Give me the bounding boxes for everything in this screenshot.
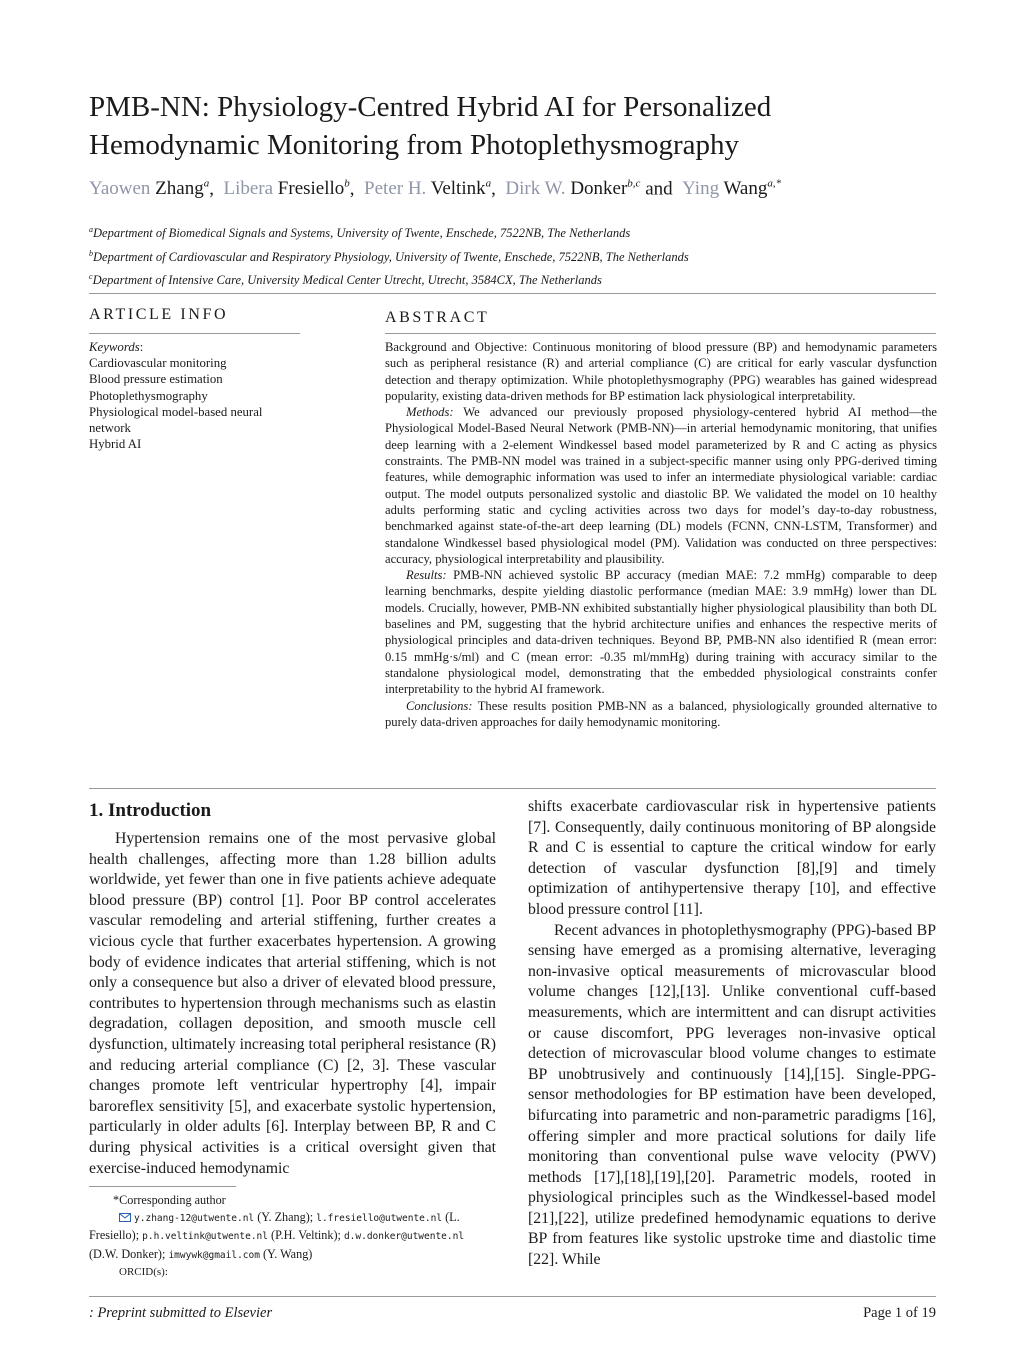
author-list: Yaowen Zhang$^a$, Libera Fresiello$^b$, Peter H. Veltink$^a$, Dirk W. Donker$^{b,c}$ and Ying Wang$^{a,*}$ [89, 178, 782, 200]
paragraph: Hypertension remains one of the most pervasive global health challenges, affecting more than 1.28 billion adults worldwide, yet fewer than one in five patients achieve adequate blood pressure (BP) control [1]. Poor BP control accelerates vascular remodeling and arterial stiffening, further creates a vicious cycle that further exacerbates hypertension. A growing body of evidence indicates that arterial stiffening, which is not only a consequence but also a driver of elevated blood pressure, contributes to hypertension through mechanisms such as elastin degradation, collagen deposition, and smooth muscle cell dysfunction, ultimately increasing total peripheral resistance (R) and reducing arterial compliance (C) [2, 3]. These vascular changes promote left ventricular hypertrophy [4], impair baroreflex sensitivity [5], and exacerbate systolic hypertension, particularly in older adults [6]. Interplay between BP, R and C during physical activities is a critical oversight given that exercise-induced hemodynamic [89, 830, 496, 1177]
divider [385, 333, 936, 334]
envelope-icon [119, 1212, 131, 1222]
email-link[interactable]: p.h.veltink@utwente.nl [142, 1231, 268, 1242]
abstract-conclusions: Conclusions: These results position PMB-NN as a balanced, physiologically grounded alternative to purely data-driven approaches for daily hemodynamic monitoring. [385, 698, 938, 729]
email-link[interactable]: imwywk@gmail.com [168, 1249, 260, 1261]
email-link[interactable]: y.zhang-12@utwente.nl [134, 1212, 255, 1224]
footer-divider [89, 1296, 936, 1297]
orcid-label: ORCID(s): [119, 1266, 168, 1278]
page-number: Page 1 of 19 [863, 1305, 936, 1321]
affiliations [89, 220, 689, 291]
corresponding-author-note: *Corresponding author [113, 1193, 226, 1207]
affiliation: $^c$Department of Intensive Care, University Medical Center Utrecht, Utrecht, 3584CX, The Netherlands [89, 272, 602, 288]
author: Libera Fresiello$^b$ [223, 178, 350, 200]
paragraph: Recent advances in photoplethysmography (PPG)-based BP sensing have emerged as a promising alternative, leveraging non-invasive optical measurements of microvascular blood volume changes [12],[13]. Unlike conventional cuff-based measurements, which are intermittent and can disrupt activities or cause discomfort, PPG leverages non-invasive optical detection of microvascular blood volume changes to estimate BP unobtrusively and continuously [14],[15]. Single-PPG-sensor methodologies for BP estimation have been developed, bifurcating into parametric and non-parametric paradigms [16], offering simpler and more practical solutions for daily life monitoring than conventional pulse wave velocity (PWV) methods [17],[18],[19],[20]. Parametric models, rooted in physiological principles such as the Windkessel-based model [21],[22], utilize predefined hemodynamic equations to derive BP from features like systolic upstroke time and diastolic time [22]. While [528, 921, 936, 1269]
keyword: Hybrid AI [89, 437, 142, 452]
title-line-2: Hemodynamic Monitoring from Photoplethysmography [89, 129, 740, 161]
author: Yaowen Zhang$^a$ [89, 178, 210, 200]
email-link[interactable]: d.w.donker@utwente.nl [343, 1231, 465, 1242]
paper-title [89, 88, 949, 164]
keyword: Blood pressure estimation [89, 372, 223, 387]
right-column [528, 797, 936, 1271]
footnote: *Corresponding author y.zhang-12@utwente.nl (Y. Zhang); l.fresiello@utwente.nl (L. Fresiello); p.h.veltink@utwente.nl (P.H. Veltink); d.w.donker@utwente.nl (D.W. Donker); imwywk@gmail.com (Y. Wang) ORCID(s): [89, 1192, 489, 1281]
divider [89, 788, 936, 789]
title-line-1: PMB-NN: Physiology-Centred Hybrid AI for Personalized [89, 91, 772, 123]
left-column [89, 829, 496, 1179]
abstract-heading: ABSTRACT [385, 309, 490, 326]
affiliation: $^b$Department of Cardiovascular and Respiratory Physiology, University of Twente, Enschede, 7522NB, The Netherlands [89, 248, 689, 264]
divider [89, 333, 300, 334]
article-info-heading: ARTICLE INFO [89, 306, 229, 323]
keyword: Photoplethysmography [89, 388, 208, 403]
author: Ying Wang$^{a,*}$ [682, 178, 782, 200]
paragraph: shifts exacerbate cardiovascular risk in hypertensive patients [7]. Consequently, daily continuous monitoring of BP alongside R and C is essential to capture the critical window for early detection of vascular dysfunction [8],[9] and timely optimization of antihypertensive therapy [10], and effective blood pressure control [11]. [528, 798, 936, 918]
email-link[interactable]: l.fresiello@utwente.nl [316, 1212, 443, 1224]
author: Dirk W. Donker$^{b,c}$ [505, 178, 641, 200]
keywords-label: Keywords [89, 340, 140, 354]
abstract-methods: Methods: We advanced our previously proposed physiology-centered hybrid AI method—the Physiological Model-Based Neural Network (PMB-NN)—in arterial hemodynamic monitoring, that unifies deep learning with a 2-element Windkessel based model parameterized by R and C acting as physics constraints. The PMB-NN model was trained in a subject-specific manner using only PPG-derived timing features, while demographic information was used to infer an intermediate physiological variable: cardiac output. The model outputs personalized systolic and diastolic BP. We validated the model on 10 healthy adults performing static and cycling activities across two days for model’s day-to-day robustness, benchmarked against state-of-the-art deep learning (DL) models (FCNN, CNN-LSTM, Transformer) and standalone Windkessel based physiological model (PM). Validation was conducted on three perspectives: accuracy, physiological interpretability and plausibility. [385, 405, 937, 566]
keyword: Physiological model-based neural network [89, 404, 263, 436]
keyword: Cardiovascular monitoring [89, 356, 227, 371]
section-heading: 1. Introduction [89, 800, 212, 821]
keywords-block: Keywords: Cardiovascular monitoring Blood pressure estimation Photoplethysmography Physiological model-based neural network Hybrid AI [89, 339, 304, 452]
footnote-divider [89, 1186, 236, 1187]
abstract-body [385, 339, 937, 730]
footer-journal: : Preprint submitted to Elsevier [89, 1305, 273, 1321]
abstract-results: Results: PMB-NN achieved systolic BP accuracy (median MAE: 7.2 mmHg) comparable to deep learning benchmarks, despite yielding diastolic performance (median MAE: 3.9 mmHg) lower than DL models. Crucially, however, PMB-NN exhibited substantially higher physiological plausibility than both DL baselines and PM, suggesting that the hybrid architecture unifies and enhances the respective merits of physiological principles and data-driven techniques. Beyond BP, PMB-NN also identified R (mean error: 0.15 mmHg·s/ml) and C (mean error: -0.35 ml/mmHg) during training with accuracy similar to the standalone physiological model, demonstrating that the embedded physiological constraints confer interpretability to the hybrid AI framework. [385, 568, 937, 697]
abstract-background: Background and Objective: Continuous monitoring of blood pressure (BP) and hemodynamic parameters such as peripheral resistance (R) and arterial compliance (C) are critical for early vascular dysfunction detection and therapy optimization. While photoplethysmography (PPG) wearables has gained widespread popularity, existing data-driven methods for BP estimation lack physiological interpretability. [385, 340, 937, 403]
divider [89, 293, 936, 294]
affiliation: $^a$Department of Biomedical Signals and Systems, University of Twente, Enschede, 7522NB, The Netherlands [89, 225, 631, 241]
author: Peter H. Veltink$^a$ [364, 178, 492, 200]
